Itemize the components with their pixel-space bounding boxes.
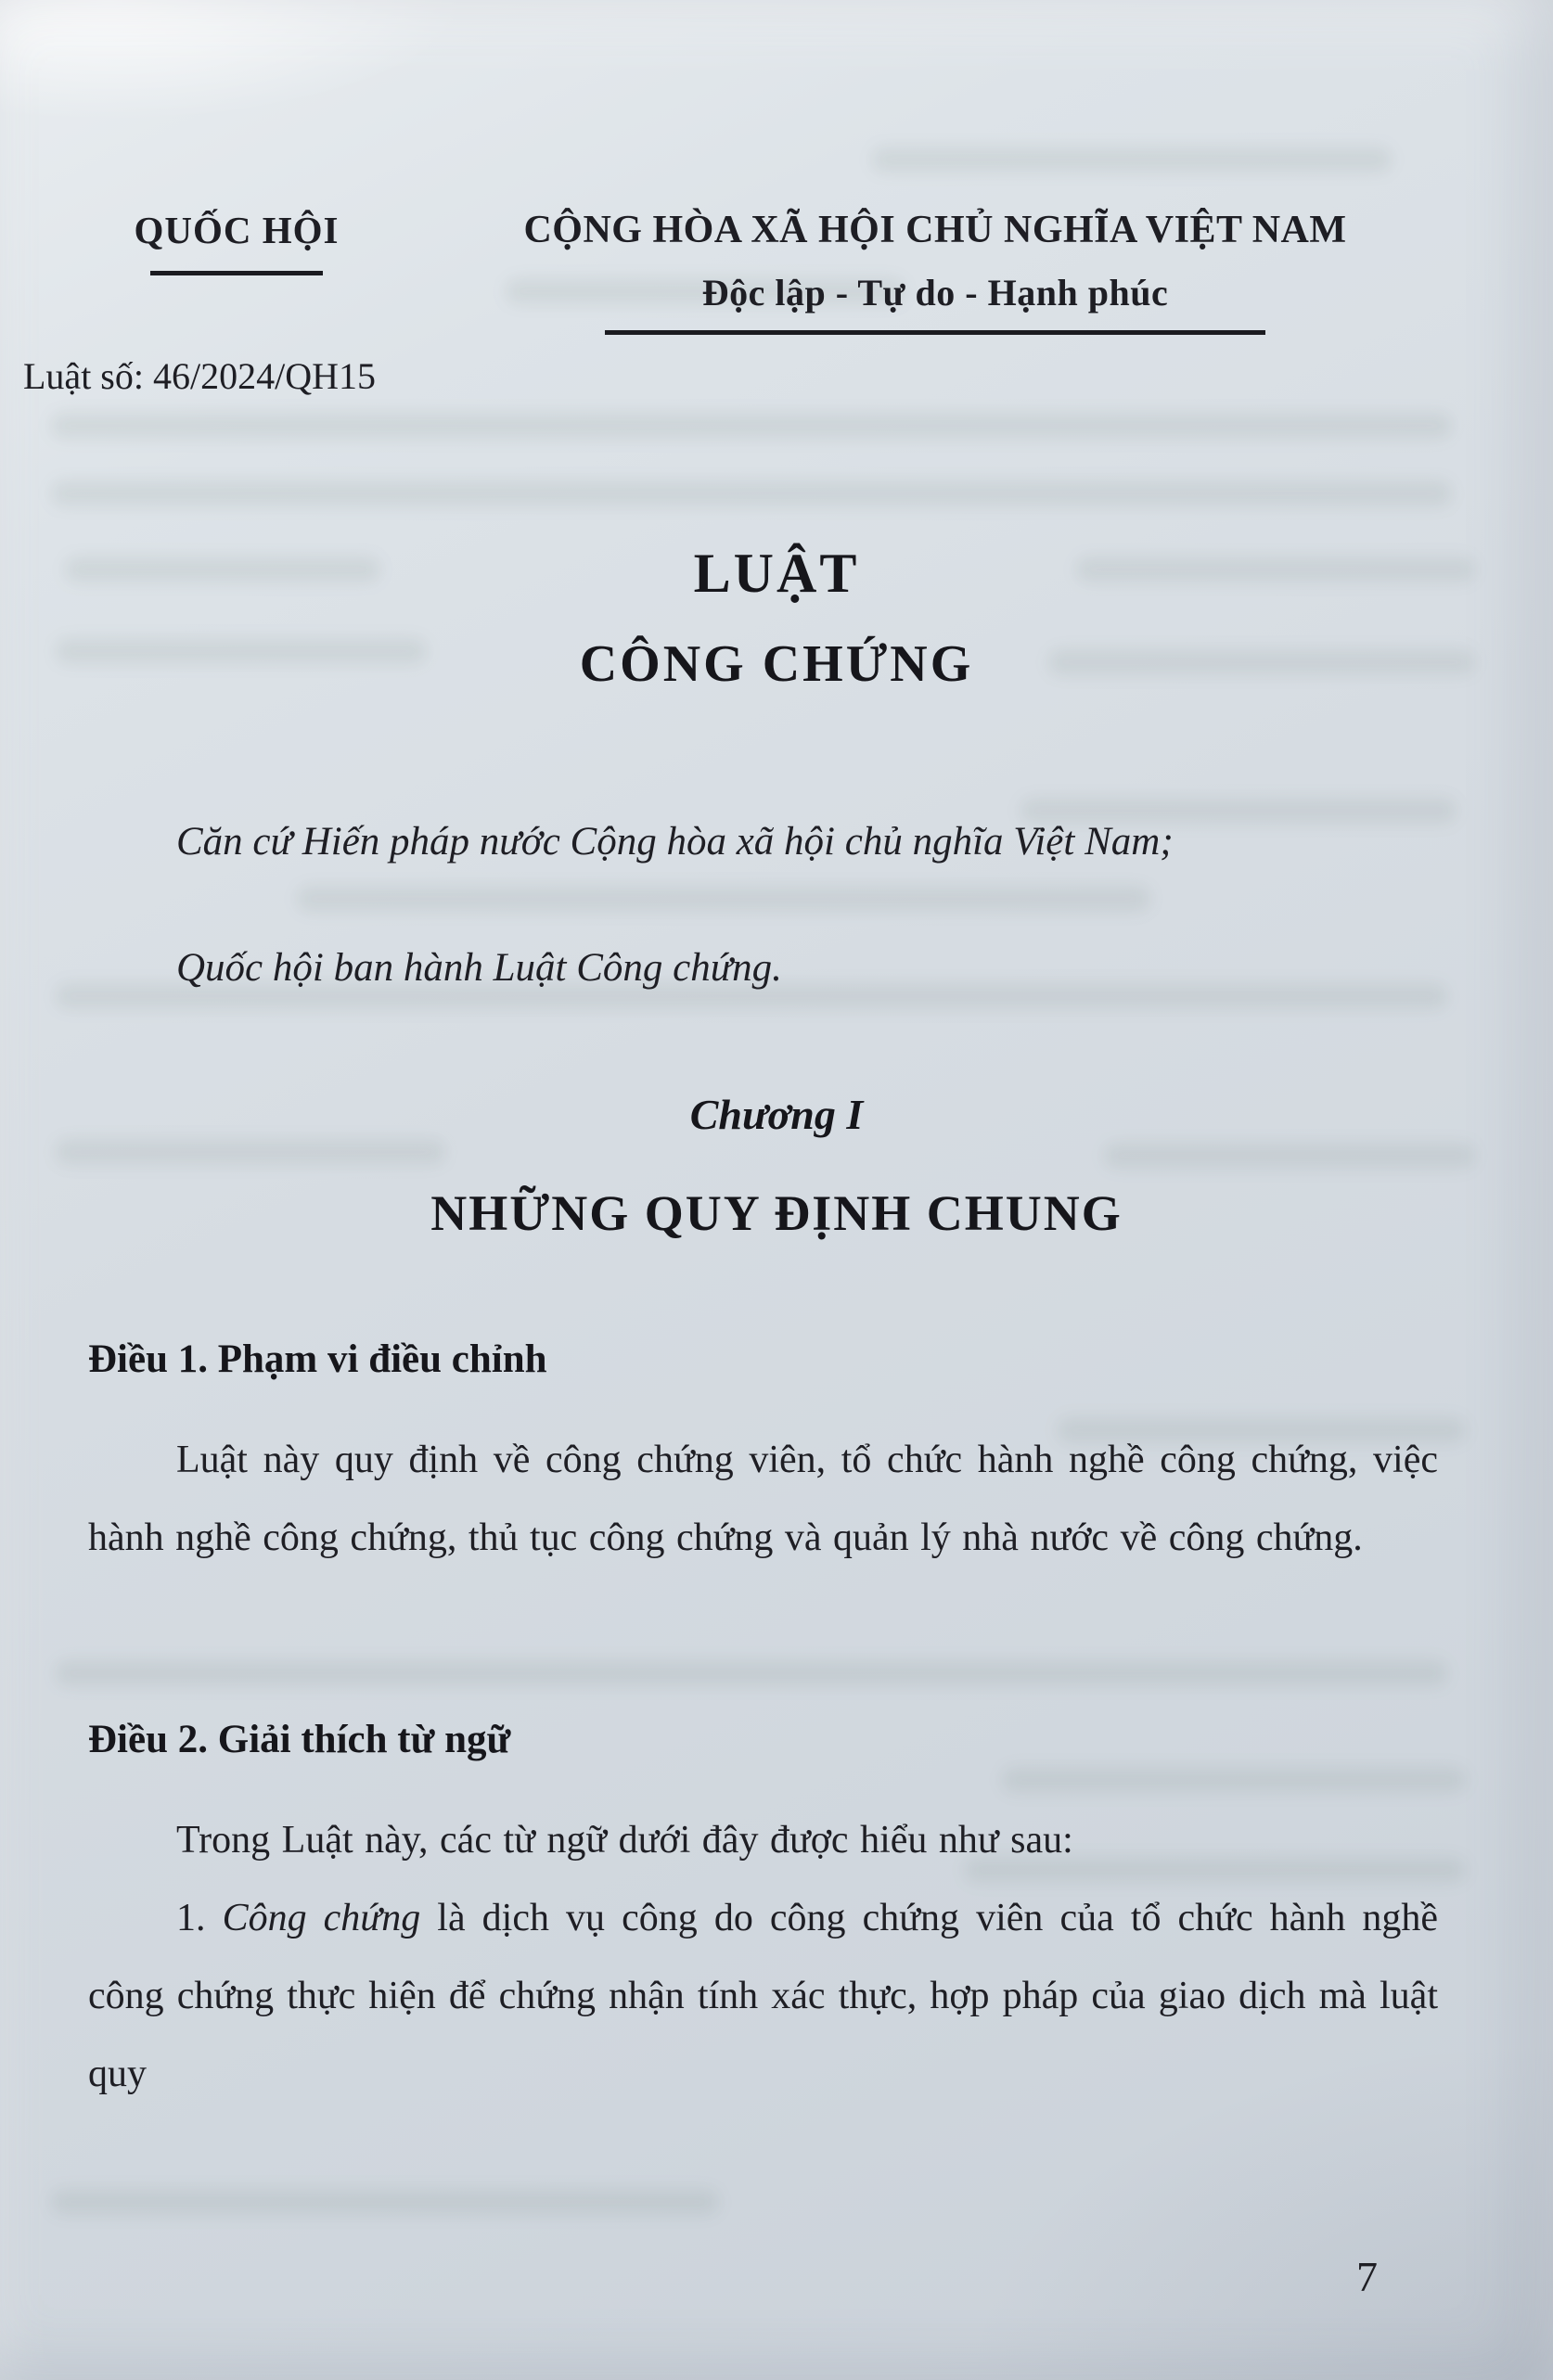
authority-underline [150,271,323,275]
preamble [88,796,1438,1015]
bleedthrough-mark [51,413,1452,439]
bleedthrough-mark [51,2189,719,2215]
definition-item [88,1879,1438,2113]
law-number: Luật số: 46/2024/QH15 [23,355,376,397]
document-title-line1: LUẬT [693,543,860,604]
article1-heading: Điều 1. Phạm vi điều chỉnh [88,1337,547,1381]
bleedthrough-mark [51,480,1452,506]
national-motto: Độc lập - Tự do - Hạnh phúc [701,272,1169,313]
bleedthrough-mark [56,1660,1447,1686]
article1-paragraph: Luật này quy định về công chứng viên, tổ chức hành nghề công chứng, việc hành nghề công chứng, thủ tục công chứng và quản lý nhà nước về công chứng. [88,1439,1438,1559]
document-header-left [93,202,380,275]
document-header-right [434,202,1436,335]
preamble-enactment: Quốc hội ban hành Luật Công chứng. [176,946,782,990]
bleedthrough-mark [872,147,1392,173]
article2-body [88,1801,1438,2113]
national-name: CỘNG HÒA XÃ HỘI CHỦ NGHĨA VIỆT NAM [523,209,1347,251]
document-title [0,541,1553,695]
issuing-authority: QUỐC HỘI [134,209,340,251]
definition-term: Công chứng [222,1897,421,1939]
definition-number: 1. [176,1897,206,1939]
page-number: 7 [1356,2253,1378,2300]
chapter-title: NHỮNG QUY ĐỊNH CHUNG [430,1185,1123,1241]
article2-intro: Trong Luật này, các từ ngữ dưới đây được hiểu như sau: [176,1819,1073,1862]
preamble-basis: Căn cứ Hiến pháp nước Cộng hòa xã hội chủ nghĩa Việt Nam; [176,820,1174,864]
chapter-label: Chương I [689,1091,864,1138]
document-title-line2: CÔNG CHỨNG [579,635,974,693]
motto-underline [605,330,1265,335]
article2-heading: Điều 2. Giải thích từ ngữ [88,1718,511,1761]
bleedthrough-mark [1002,1767,1466,1793]
chapter-heading [0,1087,1553,1243]
definition-text: là dịch vụ công do công chứng viên của tổ chức hành nghề công chứng thực hiện để chứng nhận tính xác thực, hợp pháp của giao dịch mà luật quy [88,1897,1439,2095]
article1-body [88,1421,1438,1577]
